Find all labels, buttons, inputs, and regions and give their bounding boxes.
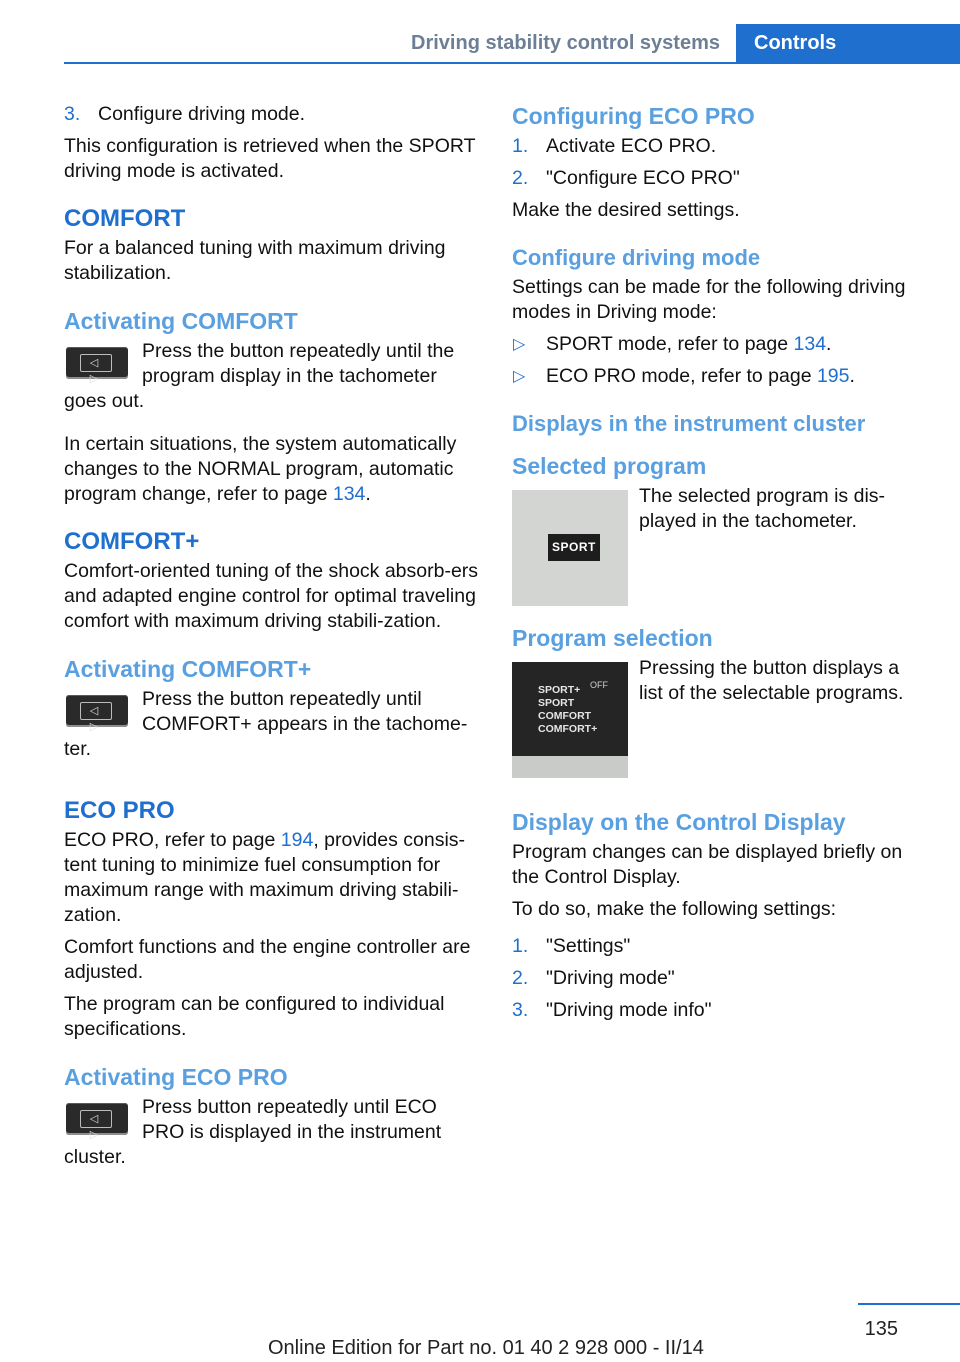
- heading-comfort-plus: COMFORT+: [64, 528, 200, 555]
- paragraph: For a balanced tuning with maximum driving stabilization.: [64, 237, 446, 284]
- paragraph: ECO PRO, refer to page 194, provides consis-tent tuning to minimize fuel consumption for maximum range with maximum driving stabili-zation.: [64, 829, 466, 926]
- arrow-icon: ◁ ▷: [80, 702, 112, 720]
- triangle-bullet-icon: ▷: [513, 336, 526, 353]
- heading-activating-eco-pro: Activating ECO PRO: [64, 1064, 288, 1090]
- triangle-bullet-icon: ▷: [513, 368, 526, 385]
- left-column: [64, 102, 479, 1177]
- page-link[interactable]: 134: [332, 483, 366, 505]
- list-item: [512, 134, 922, 159]
- page-link[interactable]: 134: [793, 333, 827, 355]
- paragraph: Program changes can be displayed briefly on the Control Display.: [512, 841, 903, 888]
- arrow-icon: ◁ ▷: [80, 354, 112, 372]
- instruction-block: [64, 687, 479, 769]
- driving-mode-button-image: [66, 347, 128, 385]
- dsc-off-icon: OFF: [590, 680, 608, 690]
- list-text: Configure driving mode.: [98, 103, 306, 125]
- page-number: 135: [864, 1318, 898, 1340]
- bullet-item: ▷ SPORT mode, refer to page 134.: [513, 333, 832, 355]
- header-chapter-tab[interactable]: Controls: [736, 24, 960, 62]
- heading-activating-comfort: Activating COMFORT: [64, 308, 298, 334]
- paragraph: To do so, make the following settings:: [512, 898, 837, 920]
- paragraph: Make the desired settings.: [512, 199, 740, 221]
- list-text: "Settings": [546, 935, 631, 957]
- list-number: 3.: [64, 103, 81, 125]
- heading-selected-program: Selected program: [512, 453, 707, 479]
- list-text: "Driving mode info": [546, 999, 712, 1021]
- tachometer-sport-image: [512, 490, 628, 606]
- list-item: [64, 102, 479, 127]
- heading-eco-pro: ECO PRO: [64, 797, 175, 824]
- figure-block: [512, 656, 922, 782]
- list-item: [512, 998, 922, 1023]
- bullet-item: ▷ ECO PRO mode, refer to page 195.: [513, 365, 855, 387]
- arrow-icon: ◁ ▷: [80, 1110, 112, 1128]
- page-link[interactable]: 194: [280, 829, 314, 851]
- driving-mode-button-image: [66, 695, 128, 733]
- list-text: Activate ECO PRO.: [546, 135, 717, 157]
- heading-control-display: Display on the Control Display: [512, 809, 846, 835]
- paragraph: The program can be configured to individual specifications.: [64, 993, 445, 1040]
- paragraph: This configuration is retrieved when the SPORT driving mode is activated.: [64, 135, 476, 182]
- paragraph: Comfort functions and the engine controller are adjusted.: [64, 936, 471, 983]
- paragraph: Press the button repeatedly until COMFORT+ appears in the tachome-ter.: [64, 688, 468, 760]
- instruction-block: [64, 1095, 479, 1177]
- paragraph: Pressing the button displays a list of the selectable programs.: [639, 657, 904, 704]
- footer-edition-text: Online Edition for Part no. 01 40 2 928 000 - II/14: [268, 1337, 704, 1359]
- paragraph: In certain situations, the system automatically changes to the NORMAL program, automatic program change, refer to page 134.: [64, 433, 457, 505]
- heading-program-selection: Program selection: [512, 625, 713, 651]
- list-text: "Configure ECO PRO": [546, 167, 740, 189]
- list-item: [512, 966, 922, 991]
- list-item: [512, 934, 922, 959]
- paragraph: Comfort-oriented tuning of the shock absorb-ers and adapted engine control for optimal traveling comfort with maximum driving stabili-zation.: [64, 560, 479, 632]
- heading-displays-instrument-cluster: Displays in the instrument cluster: [512, 411, 866, 436]
- list-text: "Driving mode": [546, 967, 675, 989]
- footer-divider: [858, 1303, 960, 1305]
- paragraph: The selected program is dis-played in the tachometer.: [639, 485, 886, 532]
- instruction-block: [64, 339, 479, 421]
- list-item: [512, 166, 922, 191]
- sport-indicator: SPORT: [548, 534, 600, 561]
- heading-configuring-eco-pro: Configuring ECO PRO: [512, 103, 755, 129]
- heading-comfort: COMFORT: [64, 205, 186, 232]
- driving-mode-button-image: [66, 1103, 128, 1141]
- list-number: 1.: [512, 135, 529, 157]
- list-number: 1.: [512, 935, 529, 957]
- list-number: 2.: [512, 167, 529, 189]
- paragraph: Press the button repeatedly until the program display in the tachometer goes out.: [64, 340, 455, 412]
- right-column: [512, 102, 922, 1030]
- page-link[interactable]: 195: [816, 365, 850, 387]
- paragraph: Settings can be made for the following driving modes in Driving mode:: [512, 276, 906, 323]
- heading-activating-comfort-plus: Activating COMFORT+: [64, 656, 312, 682]
- list-number: 2.: [512, 967, 529, 989]
- figure-block: [512, 484, 922, 610]
- page-header: [64, 24, 960, 64]
- heading-configure-driving-mode: Configure driving mode: [512, 245, 761, 270]
- paragraph: Press button repeatedly until ECO PRO is displayed in the instrument cluster.: [64, 1096, 442, 1168]
- program-list-image: [512, 662, 628, 778]
- list-number: 3.: [512, 999, 529, 1021]
- program-list: SPORT+ SPORT COMFORT COMFORT+: [538, 684, 598, 735]
- header-section-title: Driving stability control systems: [411, 32, 720, 54]
